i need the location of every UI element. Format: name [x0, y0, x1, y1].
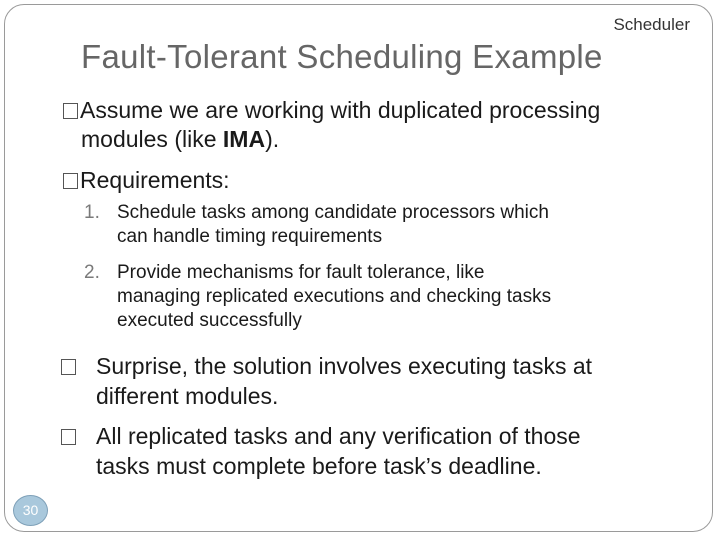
note-text-cont: tasks must complete before task’s deadline. [96, 453, 542, 479]
note-text: Surprise, the solution involves executing tasks at [96, 353, 593, 379]
bullet-assume [63, 96, 600, 154]
item-text: Provide mechanisms for fault tolerance, like [117, 262, 485, 283]
item-text-cont: can handle timing requirements [117, 226, 383, 247]
bullet-text-end: ). [265, 126, 280, 152]
item-text: Schedule tasks among candidate processors which [117, 202, 549, 223]
bullet-text-cont: modules (like [81, 126, 223, 152]
bullet-requirements [63, 166, 230, 195]
note-surprise [61, 351, 592, 411]
note-text-cont: different modules. [96, 383, 279, 409]
bullet-text: Assume we are working with duplicated processing [80, 97, 601, 123]
item-text-cont-2: executed successfully [117, 310, 302, 331]
item-text-cont: managing replicated executions and checking tasks [117, 286, 552, 307]
slide-title: Fault-Tolerant Scheduling Example [81, 38, 603, 75]
numbered-item-1 [84, 201, 549, 249]
bullet-bold-term: IMA [222, 126, 266, 152]
bullet-text: Requirements: [80, 167, 230, 193]
item-number: 2. [84, 262, 100, 283]
note-replicated [61, 421, 581, 481]
square-bullet-icon [63, 173, 78, 189]
page-number-badge: 30 [13, 495, 48, 526]
square-bullet-icon [61, 429, 76, 445]
numbered-item-2 [84, 261, 551, 333]
section-label: Scheduler [613, 15, 690, 34]
square-bullet-icon [61, 359, 76, 375]
note-text: All replicated tasks and any verification of those [96, 423, 581, 449]
item-number: 1. [84, 202, 100, 223]
square-bullet-icon [63, 103, 78, 119]
